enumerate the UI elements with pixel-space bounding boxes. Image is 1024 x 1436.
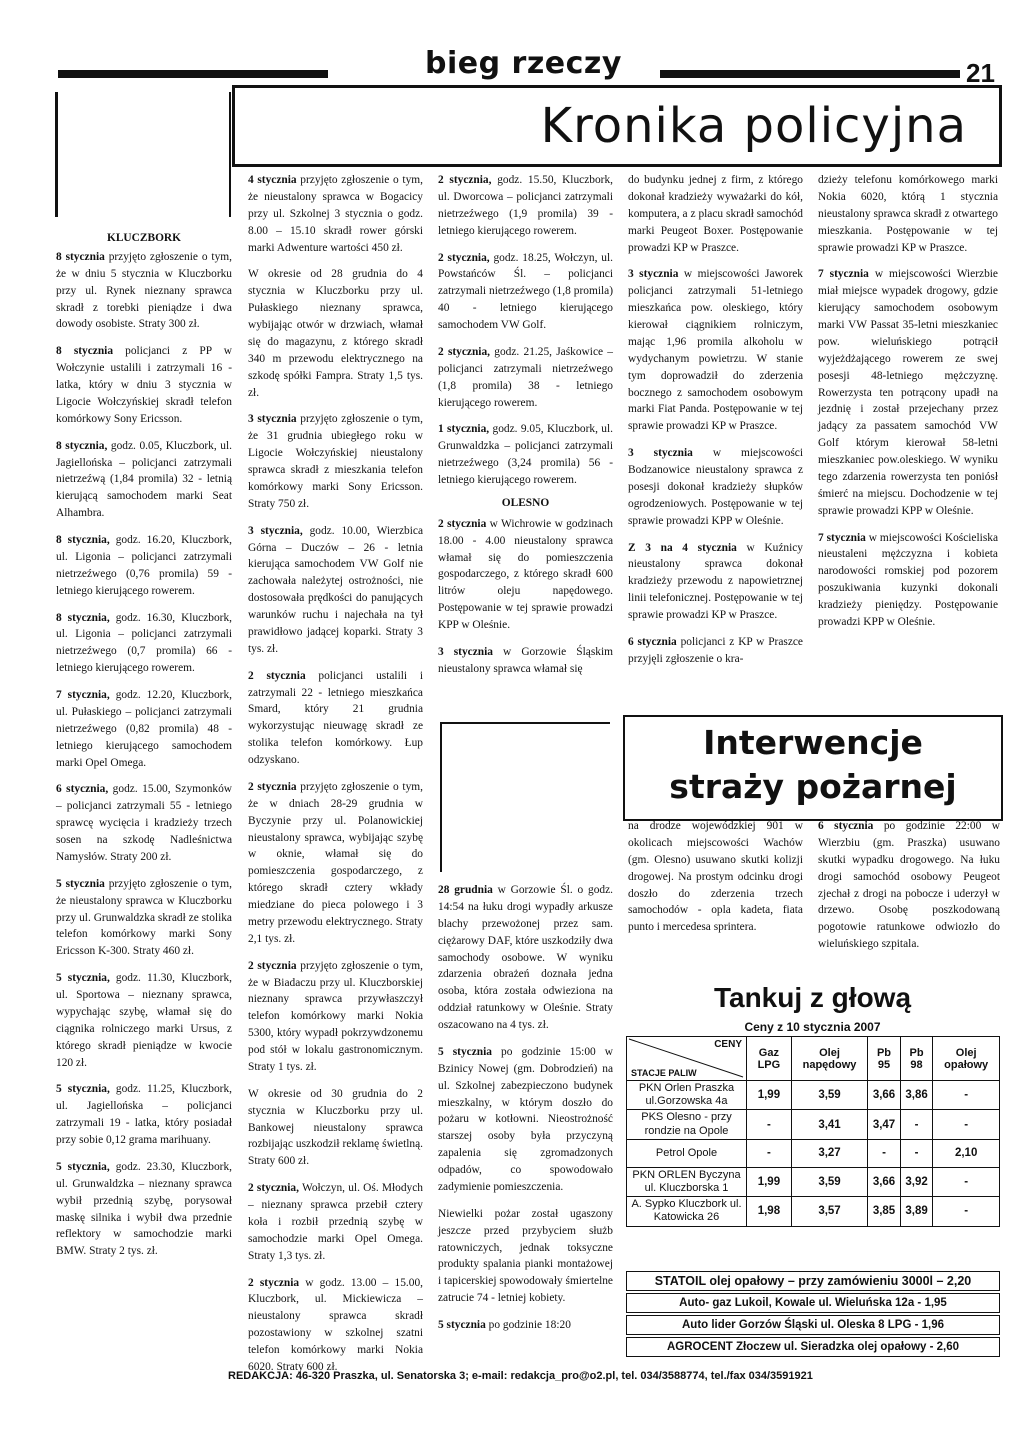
news-item-text: Niewielki pożar został ugaszony jeszcze przed przybyciem służb ratowniczych, jednak toksyczne produkty spalania pianki montażowej i tapicerskiej spowodowały śmiertelne zatrucie 74 - letniej kobiety. xyxy=(438,1207,613,1305)
editorial-footer: REDAKCJA: 46-320 Praszka, ul. Senatorska 3; e-mail: redakcja_pro@o2.pl, tel. 034/3588774, tel./fax 034/3591921 xyxy=(228,1370,813,1382)
news-item xyxy=(248,411,423,512)
news-item xyxy=(438,250,613,334)
price-cell: - xyxy=(933,1167,1000,1196)
price-cell: 3,59 xyxy=(791,1167,867,1196)
news-item-text: do budynku jednej z firm, z którego dokonał kradzieży wyważarki do kół, komputera, a z placu skradł samochód marki Peugeot Boxer. Postępowanie prowadzi KP w Praszce. xyxy=(628,174,803,254)
straz-left-frame xyxy=(440,722,610,872)
table-row xyxy=(627,1110,1000,1139)
news-item-text: przyjęto zgłoszenie o tym, że w dniu 5 stycznia w Kluczborku przy ul. Rynek nieznany sprawca skradł z torebki pieniądze i dwa dowody osobiste. Straty 300 zł. xyxy=(56,250,232,331)
news-item-lead: 3 stycznia xyxy=(628,447,693,460)
straz-text-a: na drodze wojewódzkiej 901 w okolicach miejscowości Wachów (gm. Olesno) usuwano skutki kolizji drogowej. Na prostym odcinku drogi doszło do zderzenia trzech samochodów - opla kadeta, fiata punto i mercedesa sprintera. xyxy=(628,820,803,934)
header-bar-left xyxy=(58,70,328,78)
news-item-text: godz. 15.50, Kluczbork, ul. Dworcowa – policjanci zatrzymali nietrzeźwego (1,9 promila) 39 - letniego kierującego rowerem. xyxy=(438,174,613,237)
header-bar-right xyxy=(660,70,960,78)
news-item-lead: 1 stycznia, xyxy=(438,423,490,436)
column-3-bottom xyxy=(438,882,613,1344)
news-item-lead: 8 stycznia, xyxy=(56,611,110,624)
price-cell: 3,57 xyxy=(791,1197,867,1226)
news-item-text: po godzinie 18:20 xyxy=(485,1319,571,1331)
price-cell: - xyxy=(747,1110,792,1139)
column-header: Pb 95 xyxy=(868,1037,901,1081)
location-heading-olesno: OLESNO xyxy=(501,496,550,509)
news-item xyxy=(628,634,803,668)
photo-frame xyxy=(55,92,231,217)
news-item xyxy=(438,344,613,412)
corner-top: CENY xyxy=(714,1039,742,1050)
news-item-lead: 2 stycznia xyxy=(248,780,297,793)
table-corner xyxy=(627,1037,747,1081)
news-item-text: w godz. 13.00 – 15.00, Kluczbork, ul. Mickiewicza – nieustalony sprawca skradł pozostawiony w szkolnej szatni telefon komórkowy marki Nokia 6020. Straty 600 zł. xyxy=(248,1276,423,1373)
price-cell: - xyxy=(868,1139,901,1167)
promo-line: AGROCENT Złoczew ul. Sieradzka olej opałowy - 2,60 xyxy=(626,1337,1000,1357)
price-cell: 3,85 xyxy=(868,1197,901,1226)
news-item xyxy=(438,644,613,678)
news-item-lead: 6 stycznia xyxy=(628,635,677,648)
news-item xyxy=(818,172,998,256)
straz-title: Interwencje straży pożarnej xyxy=(669,723,957,806)
column-3 xyxy=(438,172,613,688)
station-name: PKN ORLEN Byczyna ul. Kluczborska 1 xyxy=(627,1167,747,1196)
news-item-lead: 8 stycznia, xyxy=(56,534,110,546)
price-cell: 3,66 xyxy=(868,1167,901,1196)
location-heading: KLUCZBORK xyxy=(106,232,182,244)
news-item xyxy=(56,876,232,960)
kronika-header-box xyxy=(232,85,1002,167)
news-item-lead: 5 stycznia, xyxy=(56,1160,110,1173)
news-item-text: przyjęto zgłoszenie o tym, że w dniach 28-29 grudnia w Byczynie przy ul. Polanowickiej nieustalony sprawca, wybijając szybę w oknie, włamał się do pomieszczenia gospodarczego, z którego skradł cztery wkłady miedziane do pieca polowego i 3 metry przewodu elektrycznego. Straty 2,1 tys. zł. xyxy=(248,780,423,945)
news-item-lead: 5 stycznia, xyxy=(56,972,110,985)
news-item-text: godz. 21.25, Jaśkowice – policjanci zatrzymali nietrzeźwego (1,8 promila) 38 - letniego kierującego rowerem. xyxy=(438,345,613,409)
price-cell: 3,27 xyxy=(791,1139,867,1167)
price-cell: - xyxy=(933,1197,1000,1226)
straz-col-b xyxy=(818,818,1000,963)
news-item xyxy=(438,1044,613,1196)
news-item xyxy=(818,266,998,519)
news-item xyxy=(628,445,803,529)
page-number: 21 xyxy=(966,58,995,88)
news-item xyxy=(248,1180,423,1264)
news-item-lead: 5 stycznia xyxy=(438,1319,486,1331)
price-cell: - xyxy=(933,1110,1000,1139)
news-item-lead: 3 stycznia xyxy=(248,413,297,426)
price-cell: - xyxy=(900,1139,933,1167)
table-row xyxy=(627,1197,1000,1226)
station-name: PKS Olesno - przy rondzie na Opole xyxy=(627,1110,747,1139)
page-title: Kronika policyjna xyxy=(540,98,967,154)
news-item-lead: 28 grudnia xyxy=(438,884,493,896)
news-item-text: W okresie od 30 grudnia do 2 stycznia w Kluczborku przy ul. Bankowej nieustalony sprawca rozbijając uszkodził reklamę świetlną. Straty 600 zł. xyxy=(248,1087,423,1168)
news-item xyxy=(248,523,423,658)
news-item-text: godz. 11.30, Kluczbork, ul. Sportowa – nieznany sprawca, wypychając szybę, włamał się do ciągnika rolniczego marki Ursus, z którego skradł pieniądze w kwocie 120 zł. xyxy=(56,972,232,1069)
price-cell: 3,59 xyxy=(791,1081,867,1110)
news-item xyxy=(438,1206,613,1307)
news-item xyxy=(56,249,232,333)
column-header: Pb 98 xyxy=(900,1037,933,1081)
price-cell: 3,66 xyxy=(868,1081,901,1110)
news-item-text: w Wichrowie w godzinach 18.00 - 4.00 nieustalony sprawca włamał się do pomieszczenia gospodarczego, z którego skradł 600 litrów oleju napędowego. Postępowanie w tej sprawie prowadzi KPP w Oleśnie. xyxy=(438,517,613,631)
table-row xyxy=(627,1081,1000,1110)
news-item-text: w miejscowości Kościeliska nieustaleni mężczyzna i kobieta narodowości romskiej pod pozorem poszukiwania kuzynki dokonali kradzieży pieniędzy. Postępowanie prowadzi KPP w Oleśnie. xyxy=(818,531,998,628)
news-item-text: godz. 11.25, Kluczbork, ul. Jagiellońska – policjanci zatrzymali 19 - latka, który posiadał przy sobie 0,12 grama marihuany. xyxy=(56,1083,232,1146)
table-row xyxy=(627,1139,1000,1167)
corner-bottom: STACJE PALIW xyxy=(631,1068,697,1078)
news-item xyxy=(628,540,803,624)
news-item-lead: 3 stycznia xyxy=(438,645,493,658)
news-item xyxy=(56,1159,232,1260)
price-cell: 1,99 xyxy=(747,1081,792,1110)
news-item xyxy=(248,266,423,401)
news-item-lead: 2 stycznia, xyxy=(438,345,491,358)
price-cell: 1,99 xyxy=(747,1167,792,1196)
news-item xyxy=(438,421,613,489)
column-4 xyxy=(628,172,803,678)
news-item-text: w miejscowości Jaworek policjanci zatrzymali 51-letniego mieszkańca pow. oleskiego, który kierował ciągnikiem rolniczym, mając 1,96 promila alkoholu w wydychanym powietrzu. W stanie tym doprowadził do zderzenia bocznego z samochodem osobowym marki Fiat Panda. Postępowanie w tej sprawie prowadzi KP w Praszce. xyxy=(628,268,803,433)
news-item-lead: 3 stycznia, xyxy=(248,524,303,537)
news-item xyxy=(56,343,232,427)
table-header-row xyxy=(627,1037,1000,1081)
station-name: A. Sypko Kluczbork ul. Katowicka 26 xyxy=(627,1197,747,1226)
news-item xyxy=(56,610,232,678)
news-item xyxy=(438,516,613,634)
news-item-lead: 2 stycznia xyxy=(438,517,487,530)
news-item-text: w Gorzowie Śląskim nieustalony sprawca włamał się xyxy=(438,645,613,675)
straz-col-a xyxy=(628,818,803,946)
section-title: bieg rzeczy xyxy=(425,46,622,81)
news-item-text: przyjęto zgłoszenie o tym, że nieustalony sprawca w Kluczborku przy ul. Grunwaldzka skradł ze stolika telefon komórkowy marki Sony Ericsson K-300. Straty 460 zł. xyxy=(56,877,232,958)
news-item xyxy=(438,1317,613,1334)
price-cell: - xyxy=(933,1081,1000,1110)
price-cell: 1,98 xyxy=(747,1197,792,1226)
news-item xyxy=(56,781,232,865)
promo-line: Auto lider Gorzów Śląski ul. Oleska 8 LPG - 1,96 xyxy=(626,1315,1000,1335)
news-item-text: przyjęto zgłoszenie o tym, że nieustalony sprawca w Bogacicy przy ul. Szkolnej 3 stycznia o godz. 8.00 – 15.10 skradł rower górski marki Adwenture wartości 450 zł. xyxy=(248,174,423,254)
news-item-lead: 5 stycznia xyxy=(438,1045,492,1058)
news-item-lead: 8 stycznia xyxy=(56,345,114,358)
news-item-lead: 3 stycznia xyxy=(628,268,679,281)
news-item-text: godz. 23.30, Kluczbork, ul. Grunwaldzka – nieznany sprawca wybił przednią szybę, porysował maskę silnika i wybił dwa przednie reflektory w samochodzie marki BMW. Straty 2 tys. zł. xyxy=(56,1160,232,1258)
tankuj-title: Tankuj z głową xyxy=(713,982,912,1013)
news-item xyxy=(56,532,232,600)
news-item-text: godz. 16.20, Kluczbork, ul. Ligonia – policjanci zatrzymali nietrzeźwego (0,76 promila) 59 - letniego kierującego rowerem. xyxy=(56,534,232,597)
news-item xyxy=(248,779,423,948)
price-cell: 3,47 xyxy=(868,1110,901,1139)
news-item xyxy=(248,668,423,769)
straz-body-b: po godzinie 22:00 w Wierzbiu (gm. Praszka) usuwano skutki wypadku drogowego. Na łuku drogi samochód osobowy Peugeot zjechał z drogi na pobocze i uderzył w drzewo. Osobę poszkodowaną pogotowie ratunkowe odwiozło do wieluńskiego szpitala. xyxy=(818,820,1000,951)
news-item-lead: 8 stycznia xyxy=(56,250,105,263)
news-item-lead: 7 stycznia xyxy=(818,268,869,281)
news-item-text: godz. 9.05, Kluczbork, ul. Grunwaldzka – policjanci zatrzymali nietrzeźwego (3,24 promila) 56 - letniego kierującego rowerem. xyxy=(438,423,613,486)
news-item-text: Wołczyn, ul. Oś. Młodych – nieznany sprawca przebił cztery koła i rozbił przednią szybę w samochodzie marki Opel Omega. Straty 1,3 tys. zł. xyxy=(248,1182,423,1262)
news-item xyxy=(628,172,803,256)
news-item-text: dzieży telefonu komórkowego marki Nokia 6020, którą 1 stycznia nieustalony sprawca skradł z otwartego mieszkania. Postępowanie w tej sprawie prowadzi KP w Praszce. xyxy=(818,174,998,254)
table-row xyxy=(627,1167,1000,1196)
news-item-text: godz. 12.20, Kluczbork, ul. Pułaskiego – policjanci zatrzymali nietrzeźwego (0,82 promila) 48 - letniego kierującego samochodem marki Opel Omega. xyxy=(56,689,232,769)
news-item-text: przyjęto zgłoszenie o tym, że w Biadaczu przy ul. Kluczborskiej nieznany sprawca przywłaszczył telefon komórkowy marki Nokia 5300, który wypadł pokrzywdzonemu pod stół w lokalu gastronomicznym. Straty 1 tys. zł. xyxy=(248,959,423,1073)
news-item-lead: 2 stycznia xyxy=(248,959,297,972)
news-item-lead: 2 stycznia, xyxy=(438,251,490,264)
station-name: Petrol Opole xyxy=(627,1139,747,1167)
news-item-lead: Z 3 na 4 stycznia xyxy=(628,541,737,554)
news-item-lead: 5 stycznia, xyxy=(56,1083,110,1096)
column-header: Olej napędowy xyxy=(791,1037,867,1081)
promo-line: STATOIL olej opałowy – przy zamówieniu 3000l – 2,20 xyxy=(626,1271,1000,1291)
news-item-text: godz. 10.00, Wierzbica Górna – Duczów – 26 - letnia kierująca samochodem VW Golf nie zachowała należytej ostrożności, nie dostosowała prędkości do panujących warunków ruchu i najechała na tył prawidłowo jadącej koparki. Straty 3 tys. zł. xyxy=(248,524,424,655)
straz-lead-b: 6 stycznia xyxy=(818,820,874,832)
tankuj-subtitle: Ceny z 10 stycznia 2007 xyxy=(744,1020,881,1034)
news-item-lead: 4 stycznia xyxy=(248,174,297,186)
news-item-lead: 7 stycznia xyxy=(818,531,866,544)
news-item-text: policjanci ustalili i zatrzymali 22 - letniego mieszkańca Smard, który 21 grudnia wykorzystując nieuwagę skradł ze stolika telefon komórkowy. Łup odzyskano. xyxy=(248,669,423,766)
straz-section-box xyxy=(623,715,1003,821)
column-header: Olej opałowy xyxy=(933,1037,1000,1081)
column-5 xyxy=(818,172,998,641)
price-cell: - xyxy=(900,1110,933,1139)
news-item xyxy=(56,1081,232,1149)
news-item-lead: 7 stycznia, xyxy=(56,689,110,701)
column-kluczbork xyxy=(56,230,232,1270)
news-item xyxy=(248,172,423,256)
news-item-lead: 2 stycznia xyxy=(248,669,306,682)
news-item-text: w miejscowości Wierzbie miał miejsce wypadek drogowy, gdzie kierujący samochodem osobowym marki VW Passat 35-letni mieszkaniec pow. wieluńskiego potrącił wyjeżdżającego rowerem ze swej posesji 48-letniego mężczyznę. Rowerzysta ten potrącony upadł na jezdnię i został przejechany przez jadący za passatem samochód VW Golf którym kierował 58-letni mieszkaniec pow.oleskiego. W wyniku tego zdarzenia rowerzysta ten poniósł śmierć na miejscu. Dochodzenie w tej sprawie prowadzi KPP w Oleśnie. xyxy=(818,268,998,517)
news-item xyxy=(56,438,232,522)
price-cell: 3,41 xyxy=(791,1110,867,1139)
news-item-text: policjanci z PP w Wołczynie ustalili i zatrzymali 16 - latka, który w dniu 3 stycznia w Ligocie Wołczyńskiej skradł telefon komórkowy Sony Ericsson. xyxy=(56,345,232,425)
price-cell: 3,86 xyxy=(900,1081,933,1110)
news-item-text: godz. 15.00, Szymonków – policjanci zatrzymali 55 - letniego sprawcę wycięcia i kradzieży trzech sosen na szkodę Nadleśnictwa Namysłów. Straty 200 zł. xyxy=(56,783,233,863)
news-item-text: w miejscowości Bodzanowice nieustalony sprawca z posesji dokonał kradzieży słupków ogrodzeniowych. Postępowanie w tej sprawie prowadzi KPP w Oleśnie. xyxy=(628,447,803,527)
news-item xyxy=(628,266,803,435)
news-item-text: w Kuźnicy nieustalony sprawca dokonał kradzieży przewodu z napowietrznej linii telefonicznej. Postępowanie w tej sprawie prowadzi KP w Praszce. xyxy=(628,541,803,621)
promo-line: Auto- gaz Lukoil, Kowale ul. Wieluńska 12a - 1,95 xyxy=(626,1293,1000,1313)
news-item xyxy=(438,882,613,1034)
news-item-text: godz. 0.05, Kluczbork, ul. Jagiellońska – policjanci zatrzymali nietrzeźwą (1,84 promila) 32 - letnią kierującą samochodem marki Seat Alhambra. xyxy=(56,439,232,520)
column-2 xyxy=(248,172,423,1386)
news-item-text: po godzinie 15:00 w Bzinicy Nowej (gm. Dobrodzień) na ul. Szkolnej zabezpieczono budynek mieszkalny, w którym doszło do pożaru w kotłowni. Nieostrożność starszej osoby była przyczyną zapalenia się zgromadzonych odpadów, co spowodowało zadymienie pomieszczenia. xyxy=(438,1045,613,1193)
news-item xyxy=(438,172,613,240)
price-cell: - xyxy=(747,1139,792,1167)
news-item-lead: 2 stycznia, xyxy=(438,174,492,186)
news-item xyxy=(248,1275,423,1376)
price-cell: 2,10 xyxy=(933,1139,1000,1167)
price-cell: 3,92 xyxy=(900,1167,933,1196)
news-item xyxy=(248,1086,423,1170)
fuel-price-table xyxy=(626,1036,1000,1227)
news-item-lead: 2 stycznia xyxy=(248,1276,300,1289)
station-name: PKN Orlen Praszka ul.Gorzowska 4a xyxy=(627,1081,747,1110)
news-item-text: godz. 18.25, Wołczyn, ul. Powstańców Śl. – policjanci zatrzymali nietrzeźwego (1,8 promila) 40 - letniego kierującego samochodem VW Golf. xyxy=(438,251,614,331)
news-item-lead: 8 stycznia, xyxy=(56,439,108,452)
price-cell: 3,89 xyxy=(900,1197,933,1226)
news-item-text: W okresie od 28 grudnia do 4 stycznia w Kluczborku przy ul. Pułaskiego nieznany sprawca, wybijając otwór w drzwiach, włamał się do magazynu, z którego skradł 340 m przewodu elektrycznego na szkodę spółki Fampra. Straty 1,5 tys. zł. xyxy=(248,268,423,399)
straz-text-b xyxy=(818,818,1000,953)
news-item-lead: 2 stycznia, xyxy=(248,1182,299,1195)
news-item xyxy=(248,958,423,1076)
news-item xyxy=(818,530,998,631)
news-item xyxy=(56,687,232,771)
news-item-text: przyjęto zgłoszenie o tym, że 31 grudnia ubiegłego roku w Ligocie Wołczyńskiej nieustalony sprawca skradł z mieszkania telefon komórkowy marki Sony Ericsson. Straty 750 zł. xyxy=(248,413,423,510)
news-item-text: policjanci z KP w Praszce przyjęli zgłoszenie o kra- xyxy=(628,635,803,665)
column-header: Gaz LPG xyxy=(747,1037,792,1081)
news-item-text: w Gorzowie Śl. o godz. 14:54 na łuku drogi wypadły arkusze blachy przewożonej przez sam. ciężarowy DAF, które uszkodziły dwa samochody osobowe. W wyniku zdarzenia obrażeń doznała jedna osoba, która została odwieziona na oddział ratunkowy w Oleśnie. Straty oszacowano na 4 tys. zł. xyxy=(438,884,613,1031)
news-item-lead: 6 stycznia, xyxy=(56,783,109,796)
news-item-lead: 5 stycznia xyxy=(56,877,105,890)
news-item xyxy=(56,970,232,1071)
news-item-text: godz. 16.30, Kluczbork, ul. Ligonia – policjanci zatrzymali nietrzeźwego (0,7 promila) 66 - letniego kierującego rowerem. xyxy=(56,611,232,675)
